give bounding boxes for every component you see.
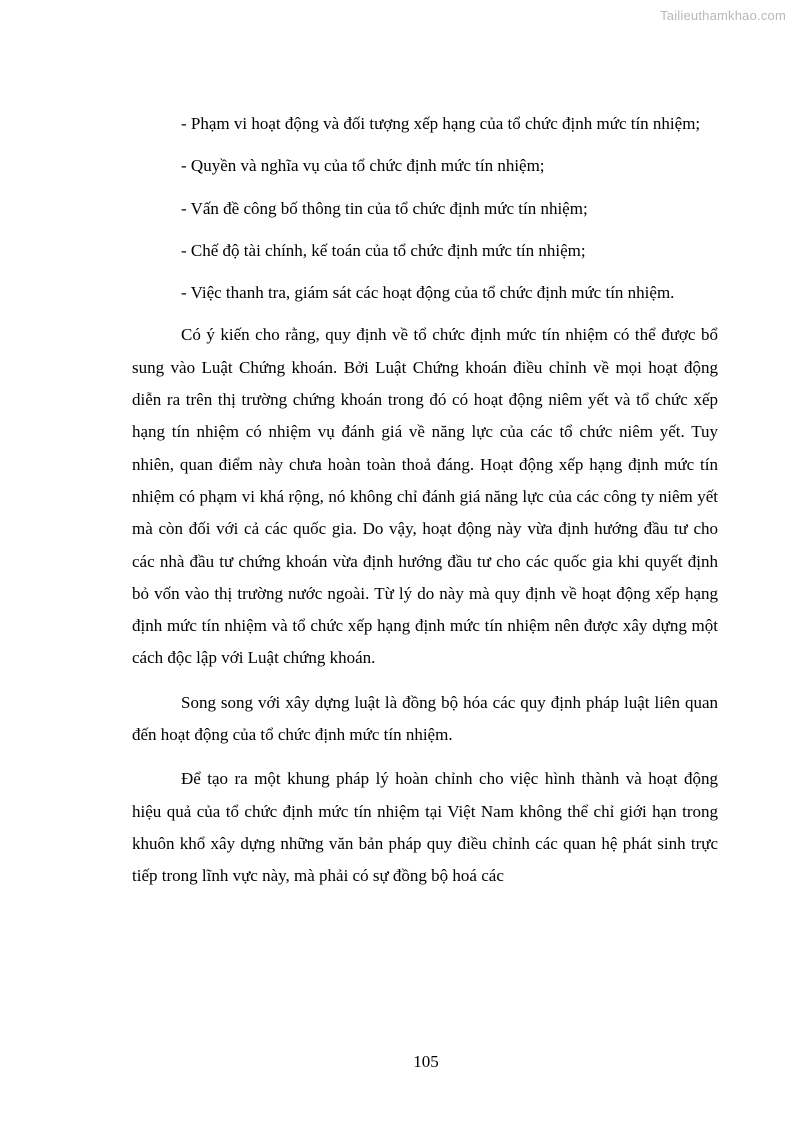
paragraph-disclosure: - Vấn đề công bố thông tin của tổ chức định mức tín nhiệm; xyxy=(181,198,588,218)
paragraph-harmonization: Song song với xây dựng luật là đồng bộ hóa các quy định pháp luật liên quan đến hoạt động của tổ chức định mức tín nhiệm. xyxy=(132,692,718,745)
watermark-text: Tailieuthamkhao.com xyxy=(660,8,786,23)
paragraph-finance: - Chế độ tài chính, kế toán của tổ chức định mức tín nhiệm; xyxy=(181,240,586,260)
paragraph-scope: - Phạm vi hoạt động và đối tượng xếp hạng của tổ chức định mức tín nhiệm; xyxy=(181,114,701,133)
paragraph-opinion: Có ý kiến cho rằng, quy định về tổ chức định mức tín nhiệm có thể được bổ sung vào Luật Chứng khoán. Bởi Luật Chứng khoán điều chỉnh về mọi hoạt động diễn ra trên thị trường chứng khoán trong đó có hoạt động niêm yết và tổ chức xếp hạng tín nhiệm có nhiệm vụ đánh giá về năng lực của các tổ chức niêm yết. Tuy nhiên, quan điểm này chưa hoàn toàn thoả đáng. Hoạt động xếp hạng định mức tín nhiệm có phạm vi khá rộng, nó không chỉ đánh giá năng lực của các công ty niêm yết mà còn đối với cả các quốc gia. Do vậy, hoạt động này vừa định hướng đầu tư cho các nhà đầu tư chứng khoán vừa định hướng đầu tư cho các quốc gia khi quyết định bỏ vốn vào thị trường nước ngoài. Từ lý do này mà quy định về hoạt động xếp hạng định mức tín nhiệm và tổ chức xếp hạng định mức tín nhiệm nên được xây dựng một cách độc lập với Luật chứng khoán. xyxy=(132,325,718,668)
page-body xyxy=(132,108,718,893)
paragraph-legal-framework: Để tạo ra một khung pháp lý hoàn chỉnh cho việc hình thành và hoạt động hiệu quả của tổ chức định mức tín nhiệm tại Việt Nam không thể chỉ giới hạn trong khuôn khổ xây dựng những văn bản pháp quy điều chỉnh các quan hệ phát sinh trực tiếp trong lĩnh vực này, mà phải có sự đồng bộ hoá các xyxy=(132,769,718,886)
paragraph-inspection: - Việc thanh tra, giám sát các hoạt động của tổ chức định mức tín nhiệm. xyxy=(181,283,675,303)
paragraph-rights-duties: - Quyền và nghĩa vụ của tổ chức định mức tín nhiệm; xyxy=(181,156,545,176)
page-number: 105 xyxy=(413,1052,439,1071)
